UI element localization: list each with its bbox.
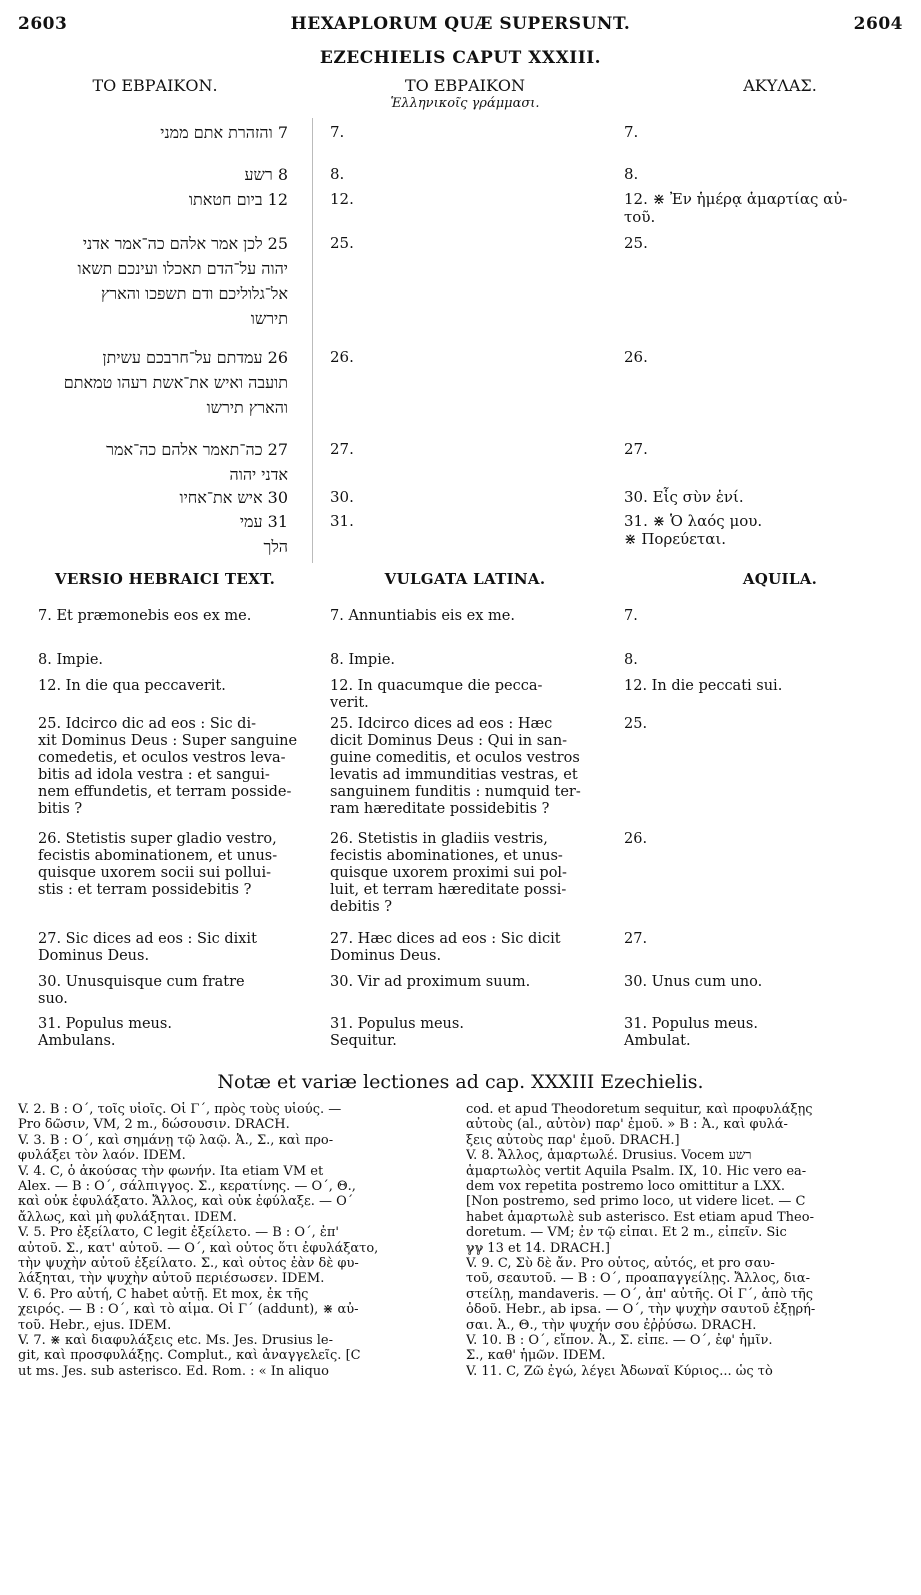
versio-line: 8. Impie. (38, 652, 104, 668)
versio-line: suo. (38, 991, 68, 1007)
col-hebrew-greek-subtitle: Ἑλληνικοῖς γράμμασι. (390, 96, 540, 111)
aquila-latin-line: 7. (624, 608, 638, 624)
aquila-greek-line: 27. (624, 440, 648, 458)
note-line: ἄλλως, καὶ μὴ φυλάξηται. IDEM. (18, 1209, 237, 1225)
note-line: χειρός. — B : Ο΄, καὶ τὸ αἷμα. Οἱ Γ΄ (addunt), ⋇ αὐ- (18, 1302, 359, 1318)
vulgata-line: 27. Hæc dices ad eos : Sic dicit (330, 931, 561, 947)
verse-number: 25. (330, 234, 354, 252)
vulgata-line: quisque uxorem proximi sui pol- (330, 865, 567, 881)
hebrew-text-line: תירשו (250, 309, 288, 328)
hebrew-text-line: יהוה על־הדם תאכלו ועינכם תשאו (77, 259, 288, 278)
hebrew-text-line: 8 רשע (244, 165, 288, 184)
note-line: V. 5. Pro ἐξείλατο, C legit ἐξείλετο. — B : Ο΄, ἐπ' (18, 1225, 339, 1241)
note-line: αὐτοὺς (al., αὐτὸν) παρ' ἐμοῦ. » B : Ἀ., καὶ φυλά- (466, 1117, 788, 1133)
chapter-title: EZECHIELIS CAPUT XXXIII. (319, 48, 602, 68)
note-line: ἁμαρτωλὸς vertit Aquila Psalm. IX, 10. Hic vero ea- (466, 1163, 807, 1179)
hebrew-text-line: תועבה ואיש את־אשת רעהו טמאתם (63, 373, 288, 392)
note-line: Pro δῶσιν, VM, 2 m., δώσουσιν. DRACH. (18, 1117, 290, 1133)
versio-line: bitis ? (38, 801, 83, 817)
vulgata-line: levatis ad immunditias vestras, et (330, 767, 578, 783)
vulgata-line: debitis ? (330, 899, 393, 915)
vulgata-line: 26. Stetistis in gladiis vestris, (330, 831, 548, 847)
aquila-greek-line: 8. (624, 165, 639, 183)
vulgata-line: 31. Populus meus. (330, 1016, 464, 1032)
hebrew-text-line: 31 עמי (239, 512, 288, 531)
versio-line: comedetis, et oculos vestros leva- (38, 750, 286, 766)
page-number-left: 2603 (18, 14, 68, 34)
aquila-latin-line: 26. (624, 831, 648, 847)
note-line: φυλάξει τὸν λαόν. IDEM. (18, 1148, 186, 1164)
hebrew-text-line: והארץ תירשו (206, 398, 288, 417)
column-rule (312, 118, 313, 563)
note-line: καὶ οὐκ ἐφυλάξατο. Ἄλλος, καὶ οὐκ ἐφύλαξε. — Ο΄ (18, 1194, 354, 1210)
vulgata-line: luit, et terram hæreditate possi- (330, 882, 567, 898)
aquila-latin-line: 8. (624, 652, 638, 668)
notes-title: Notæ et variæ lectiones ad cap. XXXIII Ezechielis. (217, 1071, 704, 1093)
note-line: Alex. — B : Ο΄, σάλπιγγος. Σ., κερατίνης. — Ο΄, Θ., (18, 1179, 356, 1194)
verse-number: 31. (330, 512, 354, 530)
versio-line: 27. Sic dices ad eos : Sic dixit (38, 931, 257, 947)
versio-line: 26. Stetistis super gladio vestro, (38, 831, 277, 847)
verse-number: 8. (330, 165, 345, 183)
versio-line: quisque uxorem socii sui pollui- (38, 865, 271, 881)
note-line: V. 11. C, Ζῶ ἐγώ, λέγει Ἀδωναΐ Κύριος... ὡς τὸ (466, 1363, 773, 1379)
versio-line: Dominus Deus. (38, 948, 150, 964)
aquila-latin-line: 27. (624, 931, 648, 947)
verse-number: 12. (330, 190, 354, 208)
note-line: git, καὶ προσφυλάξῃς. Complut., καὶ ἀναγγελεῖς. [C (18, 1348, 361, 1364)
aquila-latin-line: 31. Populus meus. (624, 1016, 758, 1032)
versio-line: 7. Et præmonebis eos ex me. (38, 608, 252, 624)
vulgata-line: verit. (330, 695, 369, 711)
vulgata-line: 7. Annuntiabis eis ex me. (330, 608, 515, 624)
verse-number: 7. (330, 123, 345, 141)
hebrew-text-line: 27 כה־תאמר אלהם כה־אמר (106, 440, 288, 459)
hebrew-text-line: 7 והזהרת אתם ממני (160, 123, 288, 142)
versio-line: 30. Unusquisque cum fratre (38, 974, 245, 990)
note-line: Σ., καθ' ἡμῶν. IDEM. (466, 1348, 606, 1364)
hebrew-text-line: 25 לכן אמר אלהם כה־אמר אדני (82, 234, 288, 253)
note-line: τοῦ, σεαυτοῦ. — B : Ο΄, προαπαγγείλῃς. Ἄλλος, δια- (466, 1271, 810, 1287)
hebrew-text-line: אל־גלוליכם ודם תשפכו והארץ (100, 284, 288, 303)
note-line: στείλῃ, mandaveris. — Ο΄, ἀπ' αὐτῆς. Οἱ Γ΄, ἀπὸ τῆς (466, 1286, 814, 1302)
note-line: V. 8. Ἄλλος, ἁμαρτωλέ. Drusius. Vocem רשע (466, 1148, 752, 1164)
aquila-greek-line: 30. Εἷς σὺν ἑνί. (624, 488, 744, 506)
hebrew-text-line: אדני יהוה (229, 465, 288, 484)
versio-line: Ambulans. (38, 1033, 116, 1049)
aquila-latin-line: 30. Unus cum uno. (624, 974, 763, 990)
aquila-greek-line: 26. (624, 348, 648, 366)
aquila-greek-line: ⋇ Πορεύεται. (624, 530, 727, 548)
note-line: ὁδοῦ. Hebr., ab ipsa. — Ο΄, τὴν ψυχὴν σαυτοῦ ἐξῃρή- (466, 1302, 816, 1318)
versio-line: xit Dominus Deus : Super sanguine (38, 733, 298, 749)
note-line: [Non postremo, sed primo loco, ut videre licet. — C (466, 1194, 806, 1210)
vulgata-line: sanguinem funditis : numquid ter- (330, 784, 581, 800)
vulgata-line: 12. In quacumque die pecca- (330, 678, 543, 694)
versio-line: nem effundetis, et terram posside- (38, 784, 292, 800)
aquila-greek-line: 7. (624, 123, 639, 141)
col-aquila-latin-head: AQUILA. (742, 570, 818, 588)
page-number-right: 2604 (853, 14, 903, 34)
vulgata-line: 25. Idcirco dices ad eos : Hæc (330, 716, 553, 732)
note-line: τὴν ψυχὴν αὐτοῦ ἐξείλατο. Σ., καὶ οὗτος ἐὰν δὲ φυ- (18, 1256, 359, 1271)
note-line: αὐτοῦ. Σ., κατ' αὐτοῦ. — Ο΄, καὶ οὗτος ὅτι ἐφυλάξατο, (18, 1240, 379, 1256)
col-versio-head: VERSIO HEBRAICI TEXT. (54, 570, 276, 588)
note-line: V. 2. B : Ο΄, τοῖς υἱοῖς. Οἱ Γ΄, πρὸς τοὺς υἱούς. — (18, 1102, 342, 1117)
hebrew-text-line: 12 ביום חטאתו (188, 190, 288, 209)
hebrew-text-line: 26 עמדתם על־חרבכם עשיתן (102, 348, 288, 367)
note-line: V. 7. ⋇ καὶ διαφυλάξεις etc. Ms. Jes. Drusius le- (18, 1333, 334, 1348)
aquila-latin-line: 12. In die peccati sui. (624, 678, 783, 694)
aquila-greek-line: 31. ⋇ Ὁ λαός μου. (624, 512, 763, 530)
verse-number: 27. (330, 440, 354, 458)
note-line: ξεις αὐτοὺς παρ' ἐμοῦ. DRACH.] (466, 1132, 680, 1148)
note-line: σαι. Ἀ., Θ., τὴν ψυχήν σου ἐῤῥύσω. DRACH. (466, 1317, 757, 1333)
note-line: cod. et apud Theodoretum sequitur, καὶ προφυλάξῃς (466, 1102, 813, 1117)
vulgata-line: Sequitur. (330, 1033, 397, 1049)
note-line: V. 10. B : Ο΄, εἴπον. Ἀ., Σ. εἶπε. — Ο΄, ἐφ' ἡμῖν. (466, 1333, 773, 1348)
versio-line: bitis ad idola vestra : et sangui- (38, 767, 270, 783)
col-hebrew-head: ΤΟ ΕΒΡΑΙΚΟΝ. (92, 76, 218, 95)
aquila-latin-line: Ambulat. (624, 1033, 691, 1049)
versio-line: stis : et terram possidebitis ? (38, 882, 252, 898)
note-line: ℽℽ 13 et 14. DRACH.] (466, 1240, 610, 1256)
running-title: HEXAPLORUM QUÆ SUPERSUNT. (290, 14, 631, 34)
note-line: ut ms. Jes. sub asterisco. Ed. Rom. : « In aliquo (18, 1363, 329, 1379)
versio-line: 12. In die qua peccaverit. (38, 678, 226, 694)
vulgata-line: Dominus Deus. (330, 948, 442, 964)
col-aquila-greek-head: ΑΚΥΛΑΣ. (743, 76, 817, 95)
vulgata-line: 30. Vir ad proximum suum. (330, 974, 531, 990)
versio-line: 31. Populus meus. (38, 1016, 172, 1032)
note-line: V. 4. C, ὁ ἀκούσας τὴν φωνήν. Ita etiam VM et (18, 1163, 324, 1179)
hebrew-text-line: 30 איש את־אחיו (179, 488, 288, 507)
aquila-latin-line: 25. (624, 716, 648, 732)
versio-line: 25. Idcirco dic ad eos : Sic di- (38, 716, 256, 732)
note-line: V. 6. Pro αὐτή, C habet αὐτῇ. Et mox, ἐκ τῆς (18, 1286, 309, 1302)
verse-number: 30. (330, 488, 354, 506)
note-line: τοῦ. Hebr., ejus. IDEM. (18, 1317, 172, 1333)
note-line: habet ἁμαρτωλὲ sub asterisco. Est etiam apud Theo- (466, 1209, 814, 1225)
vulgata-line: dicit Dominus Deus : Qui in san- (330, 733, 568, 749)
note-line: λάξηται, τὴν ψυχὴν αὐτοῦ περιέσωσεν. IDEM. (18, 1271, 325, 1287)
note-line: dem vox repetita postremo loco omittitur a LXX. (466, 1179, 786, 1194)
aquila-greek-line: 25. (624, 234, 648, 252)
hebrew-text-line: הלך (263, 537, 288, 556)
vulgata-line: 8. Impie. (330, 652, 396, 668)
aquila-greek-line: τοῦ. (624, 208, 656, 226)
verse-number: 26. (330, 348, 354, 366)
note-line: doretum. — VM; ἐν τῷ εἰπαι. Et 2 m., εἰπεῖν. Sic (466, 1225, 787, 1241)
note-line: V. 9. C, Σὺ δὲ ἄν. Pro οὗτος, αὐτός, et pro σαυ- (466, 1256, 775, 1271)
vulgata-line: fecistis abominationes, et unus- (330, 848, 563, 864)
col-vulgata-head: VULGATA LATINA. (384, 570, 546, 588)
note-line: V. 3. B : Ο΄, καὶ σημάνῃ τῷ λαῷ. Ἀ., Σ., καὶ προ- (18, 1132, 334, 1148)
aquila-greek-line: 12. ⋇ Ἐν ἡμέρᾳ ἁμαρτίας αὐ- (624, 190, 848, 208)
versio-line: fecistis abominationem, et unus- (38, 848, 278, 864)
vulgata-line: ram hæreditate possidebitis ? (330, 801, 550, 817)
vulgata-line: guine comeditis, et oculos vestros (330, 750, 580, 766)
col-hebrew-greek-head: ΤΟ ΕΒΡΑΙΚΟΝ (404, 76, 526, 95)
